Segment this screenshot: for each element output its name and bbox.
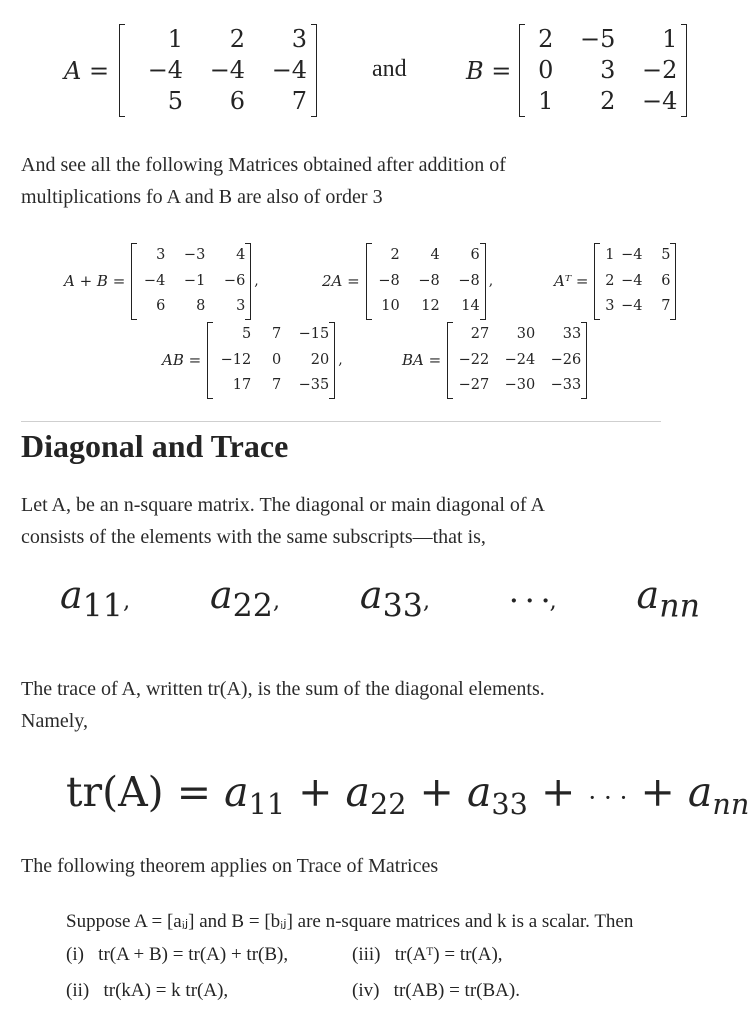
- matrix-cell: −15: [298, 326, 330, 342]
- trace-lhs: tr(A) =: [66, 768, 212, 816]
- matrix-cell: 6: [156, 298, 166, 314]
- matrix-cell: −26: [550, 351, 582, 368]
- matrix-cell: −4: [641, 87, 678, 115]
- matrix-cell: 6: [470, 247, 480, 263]
- theorem-item-ii: (ii) tr(kA) = k tr(A),: [66, 980, 229, 1001]
- matrix-cell: −8: [378, 272, 400, 289]
- theorem-row-1: [66, 944, 503, 966]
- matrix-cell: 0: [271, 351, 282, 368]
- matrix-b-block: [466, 24, 687, 117]
- matrix-cell: 1: [167, 25, 184, 53]
- theorem-row-2: [66, 980, 520, 1002]
- matrix-cell: 3: [291, 25, 308, 53]
- matrix-cell: −6: [223, 272, 246, 289]
- matrix-cell: −3: [183, 247, 206, 263]
- matrix-b-label: B =: [466, 56, 512, 85]
- matrix-cell: 7: [661, 298, 671, 314]
- matrix-cell: −4: [143, 272, 166, 289]
- matrix-cell: 6: [229, 87, 246, 115]
- matrix-a-label: A =: [64, 56, 110, 85]
- matrix-cell: 12: [421, 298, 440, 314]
- matrix-cell: −35: [298, 377, 330, 393]
- matrix-b: [519, 24, 687, 117]
- diagonal-sequence: [60, 573, 700, 625]
- theorem-item-iii: (iii) tr(Aᵀ) = tr(A),: [352, 944, 503, 965]
- matrix-cell: −4: [621, 298, 643, 314]
- result-ab: [162, 322, 343, 399]
- matrix-cell: 5: [241, 326, 252, 342]
- diag-term-33: $a_{33}$,: [359, 573, 431, 625]
- matrix-cell: −4: [209, 56, 246, 84]
- result-label: 2A =: [322, 272, 360, 291]
- matrix-cell: −4: [621, 272, 643, 289]
- matrix-cell: 14: [461, 298, 480, 314]
- diag-term-11: $a_{11}$,: [60, 573, 131, 625]
- matrix-cell: 2: [229, 25, 246, 53]
- theorem-item-iv: (iv) tr(AB) = tr(BA).: [352, 980, 520, 1001]
- result-matrix: [594, 243, 676, 320]
- matrix-cell: −8: [418, 272, 440, 289]
- section-title: Diagonal and Trace: [21, 428, 289, 464]
- matrix-cell: −4: [621, 247, 643, 263]
- result-label: Aᵀ =: [554, 272, 589, 291]
- trace-paragraph: The trace of A, written tr(A), is the sum of the diagonal elements. Namely,: [21, 678, 545, 732]
- theorem-item-i: (i) tr(A + B) = tr(A) + tr(B),: [66, 944, 289, 965]
- matrix-cell: 30: [516, 326, 536, 342]
- matrix-cell: 0: [538, 56, 554, 84]
- diag-term-nn: $a_{nn}$: [636, 573, 700, 625]
- and-text: and: [372, 56, 407, 82]
- matrix-cell: −30: [504, 377, 536, 393]
- diagonal-paragraph: Let A, be an n-square matrix. The diagonal or main diagonal of A consists of the elements with the same subscripts—that is,: [21, 494, 544, 548]
- result-2a: [322, 243, 493, 320]
- matrix-cell: 6: [661, 272, 671, 289]
- matrix-cell: 3: [156, 247, 166, 263]
- result-a-transpose: [554, 243, 676, 320]
- result-matrix: [207, 322, 335, 399]
- matrix-cell: −27: [458, 377, 490, 393]
- diag-term-22: $a_{22}$,: [209, 573, 281, 625]
- matrix-cell: −12: [220, 351, 252, 368]
- matrix-cell: −33: [550, 377, 582, 393]
- matrix-cell: −2: [641, 56, 678, 84]
- section-divider: [21, 421, 661, 422]
- matrix-cell: 3: [600, 56, 616, 84]
- matrix-cell: 7: [271, 326, 282, 342]
- matrix-cell: 2: [605, 272, 615, 289]
- result-matrix: [447, 322, 587, 399]
- matrix-cell: 10: [381, 298, 400, 314]
- result-separator: ,: [254, 273, 259, 290]
- result-separator: ,: [338, 352, 343, 369]
- result-separator: ,: [488, 273, 494, 290]
- theorem-intro: The following theorem applies on Trace of Matrices: [21, 855, 439, 877]
- intro-paragraph: And see all the following Matrices obtained after addition of multiplications fo A and B are also of order 3: [21, 154, 506, 208]
- matrix-cell: −22: [458, 351, 490, 368]
- result-a-plus-b: [64, 243, 259, 320]
- matrix-cell: −8: [458, 272, 480, 289]
- matrix-cell: −24: [504, 351, 536, 368]
- result-ba: [402, 322, 587, 399]
- result-matrix: [366, 243, 486, 320]
- matrix-cell: 3: [605, 298, 615, 314]
- matrix-a-block: [64, 24, 317, 117]
- matrix-cell: 5: [167, 87, 184, 115]
- theorem-statement: Suppose A = [aᵢⱼ] and B = [bᵢⱼ] are n-square matrices and k is a scalar. Then: [66, 911, 634, 932]
- trace-formula: $tr(A) = a_{11} + a_{22} + a_{33}$ + · · · + $a_{nn}$: [66, 768, 750, 822]
- matrix-cell: 20: [310, 351, 330, 368]
- matrix-cell: 4: [236, 247, 246, 263]
- matrix-cell: −4: [271, 56, 308, 84]
- matrix-cell: −4: [147, 56, 184, 84]
- matrix-cell: 1: [605, 247, 615, 263]
- matrix-cell: 7: [271, 377, 282, 393]
- result-label: AB =: [162, 351, 202, 370]
- diag-dots: · · ·,: [509, 588, 557, 614]
- result-label: A + B =: [64, 272, 126, 291]
- matrix-cell: 2: [538, 25, 554, 53]
- matrix-cell: −5: [579, 25, 616, 53]
- result-matrix: [131, 243, 251, 320]
- matrix-cell: 8: [196, 298, 206, 314]
- matrix-a: [119, 24, 317, 117]
- matrix-cell: 2: [600, 87, 616, 115]
- matrix-cell: 3: [236, 298, 246, 314]
- matrix-cell: 2: [390, 247, 400, 263]
- matrix-cell: 7: [291, 87, 308, 115]
- matrix-cell: 33: [562, 326, 582, 342]
- matrix-cell: 1: [538, 87, 554, 115]
- matrix-cell: 4: [430, 247, 440, 263]
- matrix-cell: −1: [183, 272, 206, 289]
- matrix-cell: 5: [661, 247, 671, 263]
- matrix-cell: 17: [232, 377, 252, 393]
- matrix-cell: 1: [662, 25, 678, 53]
- result-label: BA =: [402, 351, 442, 370]
- matrix-cell: 27: [470, 326, 490, 342]
